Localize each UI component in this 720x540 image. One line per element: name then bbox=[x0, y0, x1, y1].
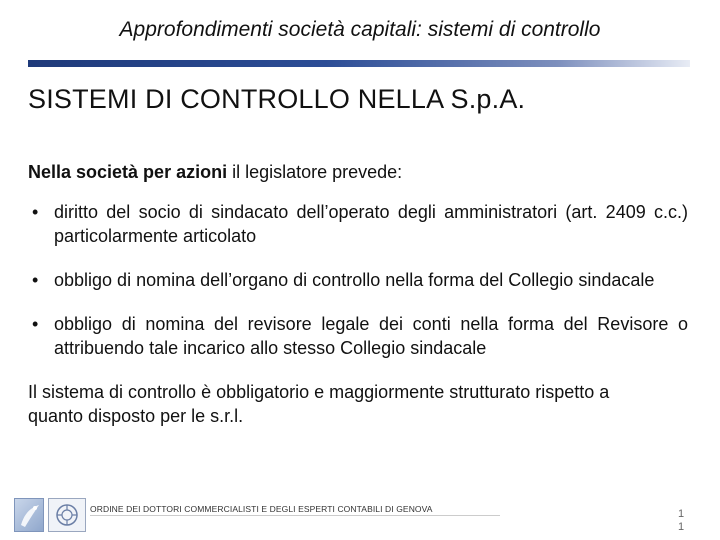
bullet-item bbox=[28, 268, 688, 292]
bullet-item bbox=[28, 200, 688, 248]
header-divider bbox=[28, 60, 690, 67]
page-number-digit: 1 bbox=[677, 508, 685, 520]
emblem-icon bbox=[48, 498, 86, 532]
footer bbox=[14, 498, 704, 534]
bullet-icon: • bbox=[32, 202, 39, 222]
intro-bold-text: Nella società per azioni bbox=[28, 162, 228, 182]
bullet-icon: • bbox=[32, 314, 39, 334]
bullet-text: obbligo di nomina del revisore legale dei conti nella forma del Revisore o attribuendo tale incarico allo stesso Collegio sindacale bbox=[54, 314, 688, 358]
presentation-title: Approfondimenti società capitali: sistemi di controllo bbox=[119, 18, 601, 41]
page-number bbox=[676, 508, 686, 534]
bullet-icon: • bbox=[32, 270, 39, 290]
bullet-list bbox=[28, 200, 688, 360]
slide-body bbox=[28, 160, 688, 428]
slide-heading: SISTEMI DI CONTROLLO NELLA S.p.A. bbox=[28, 84, 526, 114]
intro-paragraph bbox=[28, 160, 688, 184]
closing-paragraph: Il sistema di controllo è obbligatorio e maggiormente strutturato rispetto a quanto disposto per le s.r.l. bbox=[28, 382, 610, 426]
bullet-text: obbligo di nomina dell’organo di controllo nella forma del Collegio sindacale bbox=[54, 270, 655, 290]
bullet-text: diritto del socio di sindacato dell’operato degli amministratori (art. 2409 c.c.) particolarmente articolato bbox=[54, 202, 688, 246]
logo-icon bbox=[14, 498, 44, 532]
intro-text: il legislatore prevede: bbox=[227, 162, 403, 182]
footer-divider bbox=[90, 515, 500, 516]
footer-org-name: ORDINE DEI DOTTORI COMMERCIALISTI E DEGLI ESPERTI CONTABILI DI GENOVA bbox=[90, 504, 433, 514]
bullet-item bbox=[28, 312, 688, 360]
page-number-digit: 1 bbox=[677, 521, 685, 533]
